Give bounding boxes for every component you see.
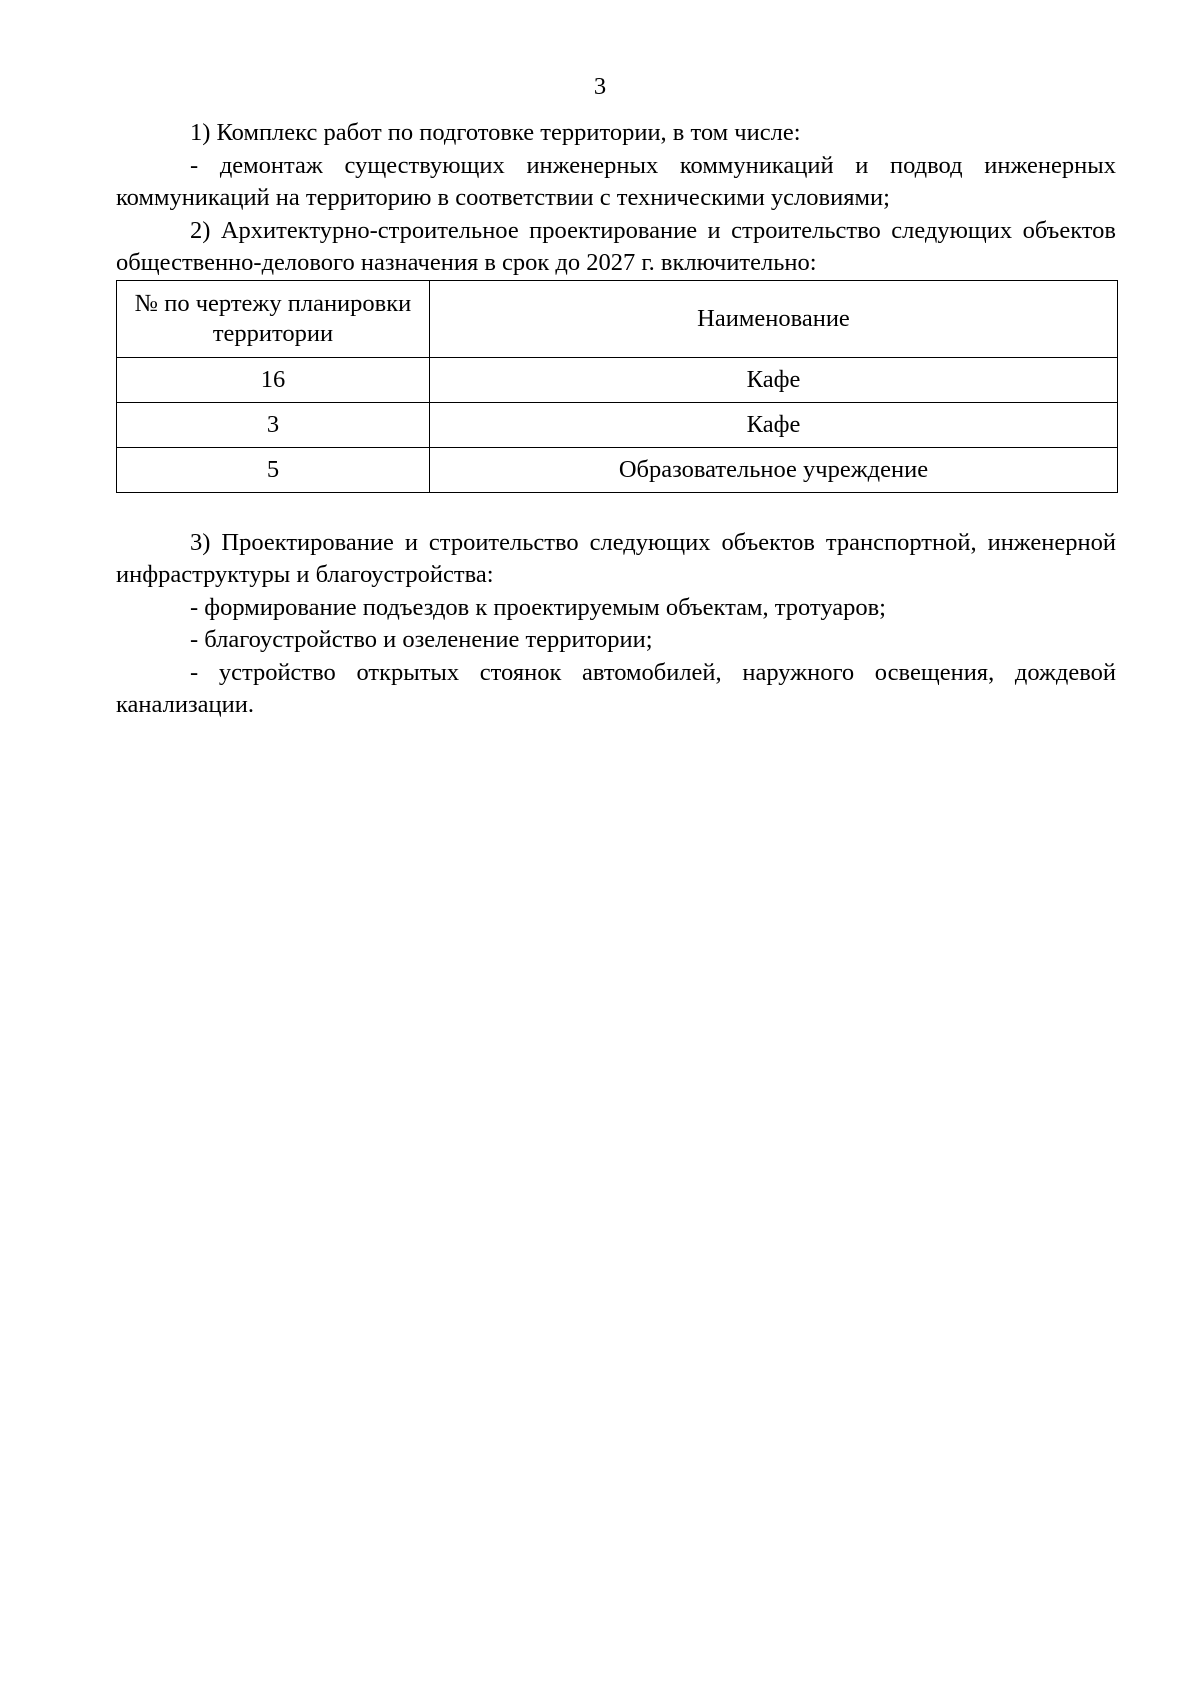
table-header-number: № по чертежу планировки территории <box>117 280 430 357</box>
section-1-item-1: - демонтаж существующих инженерных коммуникаций и подвод инженерных коммуникаций на территорию в соответствии с техническими условиями; <box>116 151 1116 211</box>
table-cell-name: Образовательное учреждение <box>430 447 1118 492</box>
spacer <box>116 493 1116 527</box>
section-2-heading: 2) Архитектурно-строительное проектирование и строительство следующих объектов общественно-делового назначения в срок до 2027 г. включительно: <box>116 216 1116 276</box>
table-cell-number: 16 <box>117 357 430 402</box>
section-3-heading: 3) Проектирование и строительство следующих объектов транспортной, инженерной инфраструктуры и благоустройства: <box>116 528 1116 588</box>
table-cell-number: 5 <box>117 447 430 492</box>
objects-table <box>116 280 1118 493</box>
table-row <box>117 357 1118 402</box>
table-cell-name: Кафе <box>430 357 1118 402</box>
table-header-name: Наименование <box>430 280 1118 357</box>
document-body <box>116 117 1116 722</box>
section-1-heading: 1) Комплекс работ по подготовке территории, в том числе: <box>190 119 801 146</box>
table-cell-name: Кафе <box>430 402 1118 447</box>
section-3-item-2: - благоустройство и озеленение территории; <box>190 626 653 653</box>
table-cell-number: 3 <box>117 402 430 447</box>
section-3-item-3: - устройство открытых стоянок автомобилей, наружного освещения, дождевой канализации. <box>116 658 1116 718</box>
section-3-item-1: - формирование подъездов к проектируемым объектам, тротуаров; <box>190 593 886 621</box>
page-number: 3 <box>593 73 607 100</box>
table-row <box>117 402 1118 447</box>
table-row <box>117 447 1118 492</box>
table-header-row <box>117 280 1118 357</box>
